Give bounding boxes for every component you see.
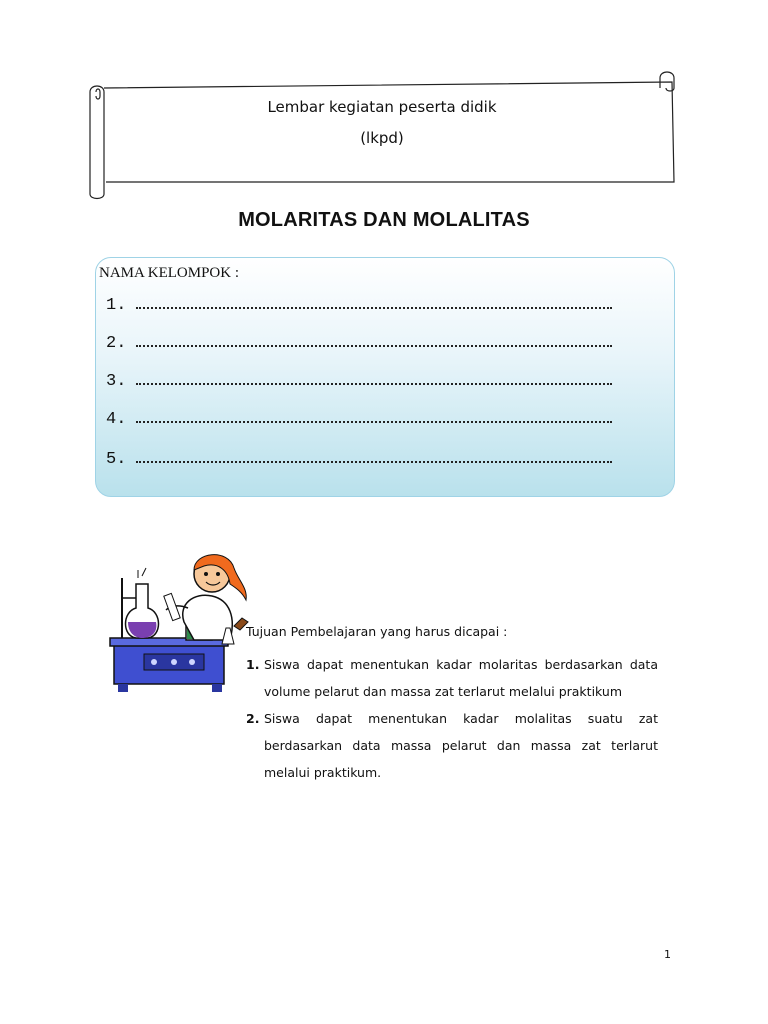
member-number: 4. <box>106 410 127 429</box>
member-blank[interactable] <box>136 303 612 309</box>
member-blank[interactable] <box>136 341 612 347</box>
member-number: 1. <box>106 296 127 315</box>
group-label: NAMA KELOMPOK : <box>99 265 240 281</box>
member-line-5[interactable] <box>106 450 612 469</box>
scientist-clipart <box>108 548 254 698</box>
banner-line-1: Lembar kegiatan peserta didik <box>267 98 497 116</box>
learning-objectives <box>246 624 658 786</box>
page-number: 1 <box>664 948 671 961</box>
scientist-illustration <box>108 548 254 698</box>
objective-item <box>246 651 658 705</box>
member-line-4[interactable] <box>106 410 612 429</box>
member-blank[interactable] <box>136 379 612 385</box>
member-line-2[interactable] <box>106 334 612 353</box>
objective-number: 1. <box>246 657 260 672</box>
member-line-1[interactable] <box>106 296 612 315</box>
banner-line-2: (lkpd) <box>360 129 404 147</box>
objective-item <box>246 705 658 786</box>
member-blank[interactable] <box>136 417 612 423</box>
page-title: MOLARITAS DAN MOLALITAS <box>238 209 530 231</box>
member-number: 5. <box>106 450 127 469</box>
member-number: 2. <box>106 334 127 353</box>
objective-number: 2. <box>246 711 260 726</box>
objective-text: Siswa dapat menentukan kadar molaritas berdasarkan data volume pelarut dan massa zat terlarut melalui praktikum <box>264 657 658 699</box>
banner-text <box>106 92 658 154</box>
objectives-title: Tujuan Pembelajaran yang harus dicapai : <box>246 624 508 639</box>
member-number: 3. <box>106 372 127 391</box>
member-blank[interactable] <box>136 457 612 463</box>
member-line-3[interactable] <box>106 372 612 391</box>
group-box <box>95 257 675 497</box>
objective-text: Siswa dapat menentukan kadar molalitas suatu zat berdasarkan data massa pelarut dan massa zat terlarut melalui praktikum. <box>264 711 658 780</box>
